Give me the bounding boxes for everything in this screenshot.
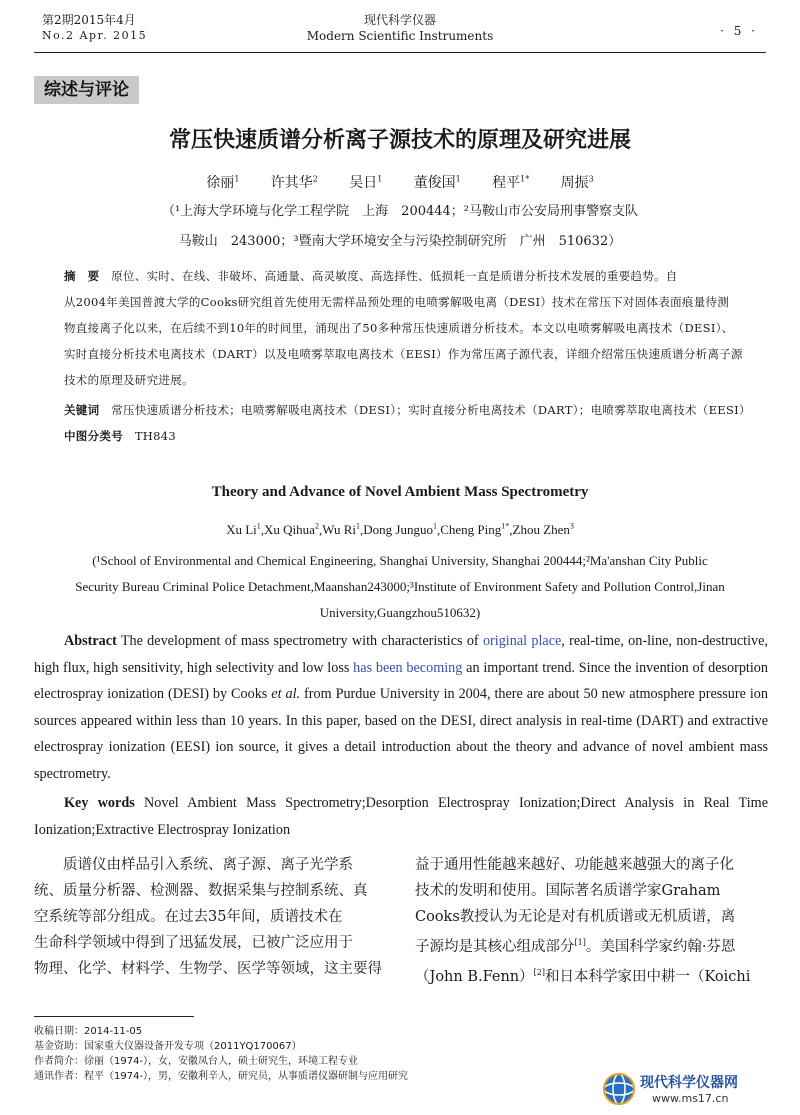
author-en: Cheng Ping$^{1*}$ [440,522,510,538]
author-cn: 周振$^3$ [560,174,594,191]
journal-issue-cn: 第2期2015年4月 [42,13,136,27]
abstract-cn-line: 实时直接分析技术电离技术（DART）以及电喷雾萃取电离技术（EESI）作为常压离子源代表，详细介绍常压快速质谱分析离子源 [64,347,743,361]
affiliation-en-line: University,Guangzhou510632) [319,605,481,620]
abstract-cn-line: 物直接离子化以来，在后续不到10年的时间里，涌现出了50多种常压快速质谱分析技术。本文以电喷雾解吸电离技术（DESI）、 [64,321,734,335]
author-en: Wu Ri$^1$ [322,522,360,538]
body-line: 子源均是其核心组成部分[1]。美国科学家约翰·芬恩 [415,938,736,955]
affiliation-en-line: (¹School of Environmental and Chemical Engineering, Shanghai University, Shanghai 200444;²Ma'anshan City Public [92,553,708,568]
keywords-en-label: Key words [64,795,135,811]
body-line: Cooks教授认为无论是对有机质谱或无机质谱，离 [415,909,736,925]
abstract-cn-line: 技术的原理及研究进展。 [64,373,194,387]
author-en: Zhou Zhen$^3$ [512,522,574,538]
keywords-cn-text: 常压快速质谱分析技术；电喷雾解吸电离技术（DESI）；实时直接分析电离技术（DART）；电喷雾萃取电离技术（EESI） [111,403,751,417]
body-line: 统、质量分析器、检测器、数据采集与控制系统、真 [34,883,368,899]
abstract-en: Abstract The development of mass spectrometry with characteristics of original place, real-time, on-line, non-destructive, high flux, high sensitivity, high selectivity and low loss has been becoming an important trend. Since the invention of desorption electrospray ionization (DESI) by Cooks et al. from Purdue University in 2004, there are about 50 new atmosphere pressure ion sources appeared within less than 10 years. In this paper, based on the DESI, direct analysis in real-time (DART) and extractive electrospray ionization (EESI) ion source, it gives a detail introduction about the theory and advance of novel ambient mass spectrometry. [34,633,768,782]
paper-title-cn: 常压快速质谱分析离子源技术的原理及研究进展 [168,127,631,153]
authors-en: Xu Li$^1$,Xu Qihua$^2$,Wu Ri$^1$,Dong Junguo$^1$,Cheng Ping$^{1*}$,Zhou Zhen$^3$ [226,522,574,538]
citation-ref[interactable]: [1] [574,938,586,947]
abstract-en-label: Abstract [64,633,117,649]
keywords-en-text: Novel Ambient Mass Spectrometry;Desorption Electrospray Ionization;Direct Analysis in Real Time Ionization;Extractive Electrospray Ionization [34,795,768,838]
highlight-link[interactable]: has been becoming [353,659,463,676]
affiliation-en-line: Security Bureau Criminal Police Detachment,Maanshan243000;³Institute of Environment Safety and Pollution Control,Jinan [75,579,725,594]
body-line: 生命科学领域中得到了迅猛发展，已被广泛应用于 [34,935,353,951]
journal-issue [42,12,147,44]
author-en: Xu Qihua$^2$ [264,522,319,538]
watermark-url[interactable]: www.ms17.cn [652,1092,729,1105]
footnote-divider [34,1016,194,1017]
clc-cn-text: TH843 [134,429,176,443]
journal-issue-en: No.2 Apr. 2015 [42,29,148,42]
footnote: 基金资助：国家重大仪器设备开发专项（2011YQ170067） [34,1041,302,1052]
watermark-globe-icon [602,1072,636,1106]
abstract-cn-line: 从2004年美国普渡大学的Cooks研究组首先使用无需样品预处理的电喷雾解吸电离（DESI）技术在常压下对固体表面痕量待测 [64,295,730,309]
affiliation-cn-line: 马鞍山 243000；³暨南大学环境安全与污染控制研究所 广州 510632） [178,234,622,249]
footnote: 作者简介：徐丽（1974-），女，安徽凤台人，硕士研究生，环境工程专业 [34,1056,359,1067]
journal-name-cn: 现代科学仪器 [363,13,436,27]
highlight-link[interactable]: original place [482,633,562,649]
body-line: 空系统等部分组成。在过去35年间，质谱技术在 [34,909,343,925]
keywords-en [34,790,768,843]
clc-cn-label: 中图分类号 [64,429,123,443]
abstract-cn-label: 摘 要 [64,269,100,283]
body-line: （John B.Fenn）[2]和日本科学家田中耕一（Koichi [415,967,751,985]
body-line: 技术的发明和使用。国际著名质谱学家Graham [415,883,721,899]
author-en: Xu Li$^1$ [226,522,261,538]
body-line: 益于通用性能越来越好、功能越来越强大的离子化 [415,857,734,873]
paper-title-en: Theory and Advance of Novel Ambient Mass Spectrometry [211,484,589,500]
author-cn: 许其华$^2$ [270,174,318,191]
author-cn: 吴日$^1$ [349,174,383,191]
watermark-name: 现代科学仪器网 [640,1075,738,1091]
affiliation-cn-line: （¹上海大学环境与化学工程学院 上海 200444；²马鞍山市公安局刑事警察支队 [161,204,639,219]
keywords-cn-label: 关键词 [64,403,100,417]
footnote: 收稿日期：2014-11-05 [34,1026,143,1037]
authors-cn [0,172,800,192]
body-line: 质谱仪由样品引入系统、离子源、离子光学系 [34,857,353,873]
author-cn: 徐丽$^1$ [206,174,240,191]
author-cn: 程平$^{1*}$ [492,174,530,191]
clc-cn [64,424,768,448]
body-line: 物理、化学、材料学、生物学、医学等领域，这主要得 [34,961,382,977]
section-tag: 综述与评论 [34,76,139,104]
citation-ref[interactable]: [2] [533,967,545,977]
footnotes [34,1024,408,1084]
journal-name-en: Modern Scientific Instruments [306,29,494,43]
journal-name [260,12,540,44]
watermark-logo [602,1070,792,1110]
body-right-column [415,852,770,990]
keywords-cn [64,398,768,422]
author-cn: 董俊国$^1$ [413,174,461,191]
footnote: 通讯作者：程平（1974-），男，安徽利辛人，研究员，从事质谱仪器研制与应用研究 [34,1071,409,1082]
page-number: · 5 · [720,24,758,38]
author-en: Dong Junguo$^1$ [363,522,437,538]
header-divider [34,52,766,53]
abstract-cn-line: 摘 要 原位、实时、在线、非破坏、高通量、高灵敏度、高选择性、低损耗一直是质谱分析技术发展的重要趋势。自 [64,269,678,283]
body-left-column [34,852,394,982]
